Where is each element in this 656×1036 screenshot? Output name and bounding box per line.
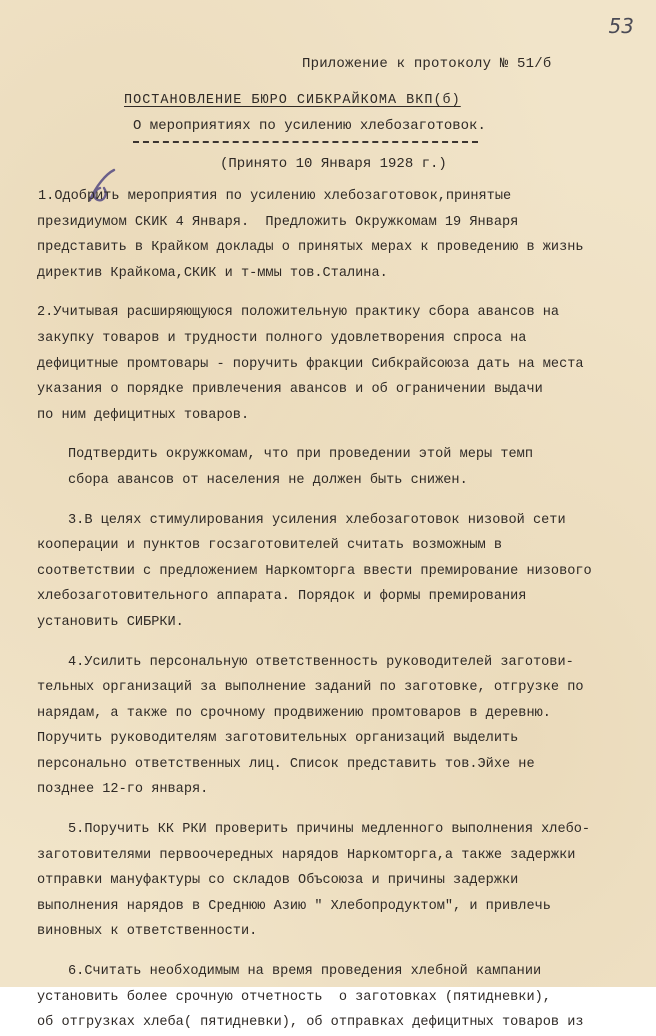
adoption-date-note: (Принято 10 Января 1928 г.) xyxy=(220,156,447,172)
body-line: 6.Считать необходимым на время проведения хлебной кампании xyxy=(68,964,542,980)
body-line: тельных организаций за выполнение заданий по заготовке, отгрузке по xyxy=(37,680,584,696)
body-line: директив Крайкома,СКИК и т-ммы тов.Сталина. xyxy=(37,265,388,281)
body-line: соответствии с предложением Наркомторга ввести премирование низового xyxy=(37,563,592,579)
body-line: дефицитные промтовары - поручить фракции Сибкрайсоюза дать на места xyxy=(37,356,584,372)
body-line: Поручить руководителям заготовительных организаций выделить xyxy=(37,731,519,747)
body-line: сбора авансов от населения не должен быть снижен. xyxy=(68,472,468,488)
page-number: 53 xyxy=(608,14,634,38)
body-line: 3.В целях стимулирования усиления хлебозаготовок низовой сети xyxy=(68,512,566,528)
body-line: кооперации и пунктов госзаготовителей считать возможным в xyxy=(37,538,502,554)
body-line: закупку товаров и трудности полного удовлетворения спроса на xyxy=(37,330,527,346)
body-line: позднее 12-го января. xyxy=(37,782,209,798)
body-line: персонально ответственных лиц. Список представить тов.Эйхе не xyxy=(37,756,535,772)
body-line: по ним дефицитных товаров. xyxy=(37,407,250,423)
body-line: выполнения нарядов в Среднюю Азию " Хлебопродуктом", и привлечь xyxy=(37,898,551,914)
body-line: 1.Одобрить мероприятия по усилению хлебозаготовок,принятые xyxy=(38,189,512,204)
resolution-body xyxy=(0,184,656,1036)
body-line: 5.Поручить КК РКИ проверить причины медленного выполнения хлебо- xyxy=(68,822,591,838)
resolution-heading: ПОСТАНОВЛЕНИЕ БЮРО СИБКРАЙКОМА ВКП(б) xyxy=(124,93,461,108)
body-line: хлебозаготовительного аппарата. Порядок и формы премирования xyxy=(37,589,527,605)
body-line: установить более срочную отчетность о заготовках (пятидневки), xyxy=(37,989,551,1005)
body-line: об отгрузках хлеба( пятидневки), об отправках дефицитных товаров из xyxy=(37,1015,584,1031)
body-line: заготовителями первоочередных нарядов Наркомторга,а также задержки xyxy=(37,847,576,863)
body-line: 4.Усилить персональную ответственность руководителей заготови- xyxy=(68,654,574,670)
appendix-label: Приложение к протоколу № 51/б xyxy=(302,56,552,72)
resolution-subject: О мероприятиях по усилению хлебозаготовок. xyxy=(133,118,486,134)
dashed-underline xyxy=(133,141,478,143)
body-line: указания о порядке привлечения авансов и об ограничении выдачи xyxy=(37,382,543,398)
body-line: установить СИБРКИ. xyxy=(37,614,184,630)
body-line: представить в Крайком доклады о принятых мерах к проведению в жизнь xyxy=(37,240,584,256)
body-line: виновных к ответственности. xyxy=(37,924,258,940)
body-line: нарядам, а также по срочному продвижению промтоваров в деревню. xyxy=(37,705,551,721)
body-line: 2.Учитывая расширяющуюся положительную практику сбора авансов на xyxy=(37,305,560,321)
body-line: Подтвердить окружкомам, что при проведении этой меры темп xyxy=(68,447,533,463)
body-line: отправки мануфактуры со складов Объсоюза и причины задержки xyxy=(37,873,519,889)
body-line: президиумом СКИК 4 Января. Предложить Окружкомам 19 Января xyxy=(37,214,519,230)
